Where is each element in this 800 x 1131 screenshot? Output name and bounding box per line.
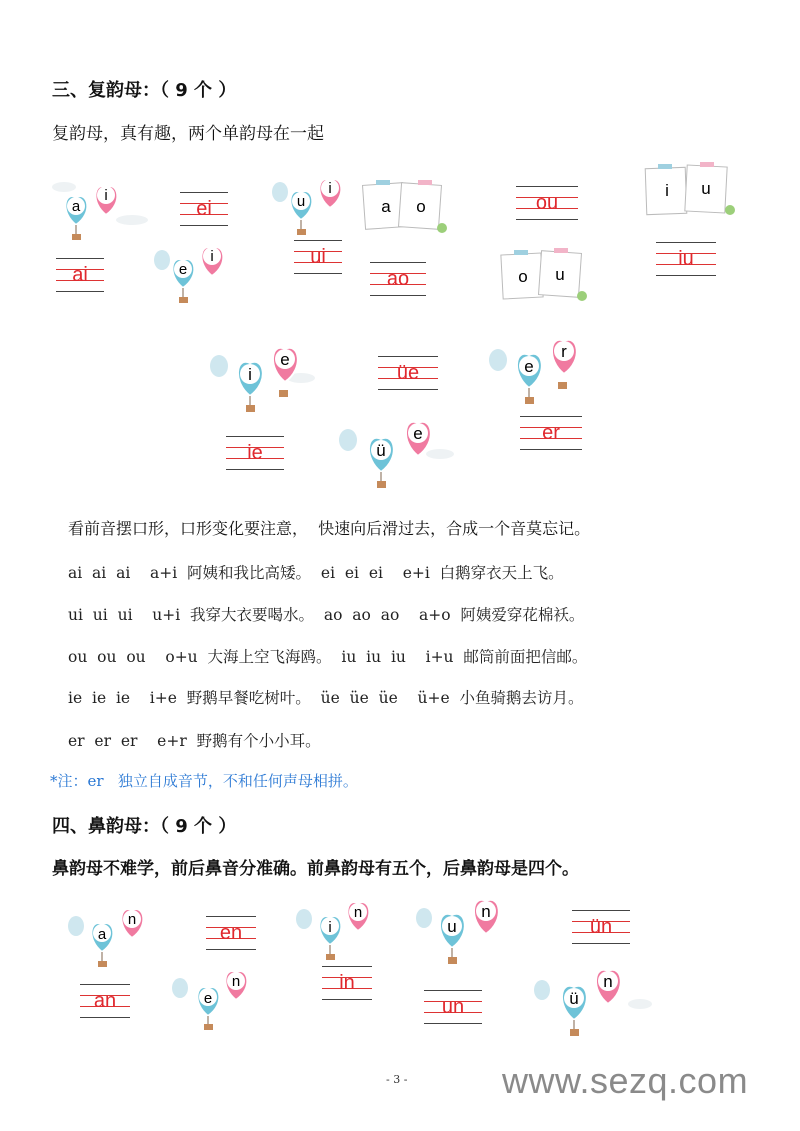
balloon-ie: [205, 338, 317, 418]
grid-an: an: [80, 984, 130, 1018]
section3-intro: 复韵母，真有趣，两个单韵母在一起: [52, 124, 324, 144]
grid-ue: üe: [378, 356, 438, 390]
photo-ou-letter-b: u: [555, 265, 565, 284]
balloon-en-letter-a: e: [203, 990, 213, 1007]
balloon-ai: [50, 175, 150, 245]
balloon-ai-letter-b: i: [104, 187, 108, 204]
rhyme-row-2: ui ui ui u+i 我穿大衣要喝水。 ao ao ao a+o 阿姨爱穿花棉袄。: [68, 606, 585, 624]
balloon-ui-letter-a: u: [296, 193, 306, 210]
balloon-ei-letter-a: e: [178, 261, 188, 278]
balloon-in-letter-b: n: [353, 904, 363, 921]
watermark: www.sezq.com: [502, 1060, 749, 1101]
balloon-un: [414, 890, 530, 972]
rhyme-row-1: ai ai ai a+i 阿姨和我比高矮。 ei ei ei e+i 白鹅穿衣天上飞。: [68, 564, 564, 582]
balloon-er-letter-a: e: [524, 357, 534, 376]
photo-ao: [360, 178, 450, 240]
balloon-ei-letter-b: i: [210, 248, 214, 265]
grid-ei: ei: [180, 192, 228, 226]
grid-ao: ao: [370, 262, 426, 296]
grid-ai: ai: [56, 258, 104, 292]
balloon-er-letter-b: r: [561, 342, 567, 361]
section3-note: *注：er 独立自成音节，不和任何声母相拼。: [50, 772, 358, 790]
balloon-en: [170, 962, 270, 1034]
page-number: - 3 -: [386, 1073, 408, 1086]
rhyme-row-5: er er er e+r 野鹅有个小小耳。: [68, 732, 321, 750]
balloon-vn-letter-b: n: [603, 972, 613, 991]
photo-iu-letter-a: i: [665, 181, 669, 200]
grid-ui: ui: [294, 240, 342, 274]
rhyme-row-3: ou ou ou o+u 大海上空飞海鸥。 iu iu iu i+u 邮筒前面把信邮。: [68, 648, 588, 666]
balloon-er: [486, 330, 602, 412]
balloon-vn: [532, 960, 652, 1044]
grid-un: un: [424, 990, 482, 1024]
rhyme-row-4: ie ie ie i+e 野鹅早餐吃树叶。 üe üe üe ü+e 小鱼骑鹅去访月。: [68, 689, 584, 707]
section3-title: 三、复韵母：（ 9 个 ）: [52, 80, 237, 101]
balloon-ue: [336, 412, 456, 494]
grid-er: er: [520, 416, 582, 450]
balloon-un-letter-b: n: [481, 902, 491, 921]
section4-title: 四、鼻韵母：（ 9 个 ）: [52, 816, 237, 837]
photo-iu-letter-b: u: [701, 179, 711, 198]
balloon-an: [66, 900, 166, 972]
balloon-ui: [268, 170, 368, 240]
balloon-vn-letter-a: ü: [569, 989, 579, 1008]
balloon-ie-letter-a: i: [248, 365, 252, 384]
balloon-en-letter-b: n: [231, 973, 241, 990]
photo-ao-letter-b: o: [416, 197, 426, 216]
balloon-ue-letter-b: e: [413, 424, 423, 443]
photo-ao-letter-a: a: [381, 197, 391, 216]
grid-iu: iu: [656, 242, 716, 276]
grid-ie: ie: [226, 436, 284, 470]
balloon-ie-letter-b: e: [280, 350, 290, 369]
balloon-in-letter-a: i: [328, 919, 332, 936]
balloon-in: [294, 893, 394, 965]
balloon-ai-letter-a: a: [71, 198, 81, 215]
grid-in: in: [322, 966, 372, 1000]
grid-en: en: [206, 916, 256, 950]
balloon-ui-letter-b: i: [328, 180, 332, 197]
photo-ou: [498, 244, 590, 306]
section3-tip: 看前音摆口形，口形变化要注意， 快速向后滑过去，合成一个音莫忘记。: [68, 519, 591, 538]
balloon-ei: [150, 238, 245, 308]
grid-ou: ou: [516, 186, 578, 220]
photo-iu: [642, 160, 738, 222]
grid-un2: ün: [572, 910, 630, 944]
balloon-an-letter-a: a: [97, 926, 107, 943]
balloon-un-letter-a: u: [447, 917, 457, 936]
photo-ou-letter-a: o: [518, 267, 528, 286]
balloon-an-letter-b: n: [127, 911, 137, 928]
balloon-ue-letter-a: ü: [376, 441, 386, 460]
section4-intro: 鼻韵母不难学，前后鼻音分准确。前鼻韵母有五个，后鼻韵母是四个。: [52, 859, 579, 879]
